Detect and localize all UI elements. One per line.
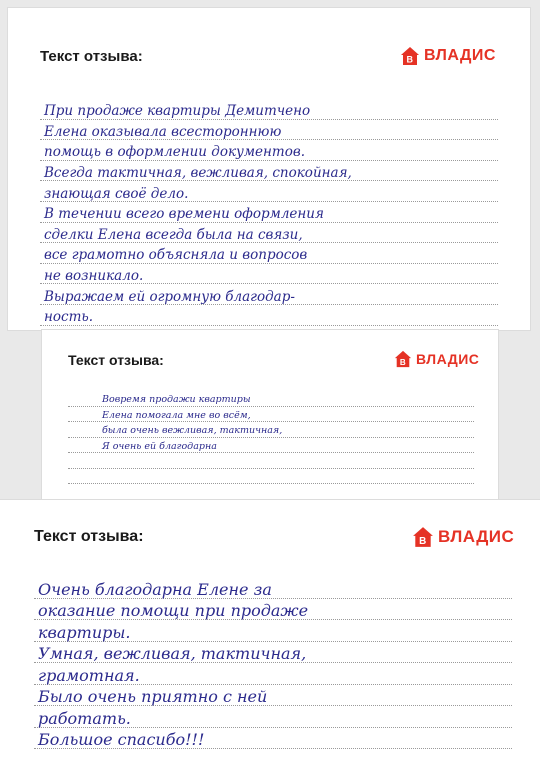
review-text-line: Было очень приятно с ней: [38, 687, 268, 706]
ruled-line: [68, 452, 474, 453]
review-text-line: знающая своё дело.: [44, 185, 189, 202]
house-icon: [394, 350, 412, 368]
review-text-line: Елена оказывала всестороннюю: [44, 123, 282, 140]
svg-text:В: В: [419, 536, 427, 548]
svg-text:В: В: [406, 54, 414, 65]
review-text-line: была очень вежливая, тактичная,: [102, 425, 283, 436]
brand-logo: [394, 350, 479, 368]
ruled-line: [68, 468, 474, 469]
review-text-line: все грамотно объясняла и вопросов: [44, 247, 308, 264]
house-icon: [412, 526, 434, 548]
review-text-line: не возникало.: [44, 267, 144, 284]
brand-logo: [412, 526, 514, 548]
review-text-line: грамотная.: [38, 665, 140, 685]
brand-name: ВЛАДИС: [438, 527, 515, 546]
review-heading: Текст отзыва:: [68, 352, 164, 368]
ruled-line: [68, 483, 474, 484]
review-text-line: Я очень ей благодарна: [102, 440, 217, 452]
review-text-line: квартиры.: [38, 622, 131, 642]
brand-logo: [400, 46, 496, 66]
brand-name: ВЛАДИС: [416, 351, 480, 367]
review-text-line: Всегда тактичная, вежливая, спокойная,: [44, 164, 352, 181]
review-text-line: ность.: [44, 309, 94, 326]
ruled-line: [40, 325, 498, 326]
review-card: [42, 330, 498, 500]
review-card: [8, 8, 530, 330]
review-text-line: При продаже квартиры Демитчено: [44, 103, 311, 120]
svg-text:В: В: [399, 357, 407, 367]
review-text-line: Елена помогала мне во всём,: [102, 409, 251, 421]
house-icon: [400, 46, 420, 66]
review-text-line: Вовремя продажи квартиры: [102, 394, 251, 405]
review-text-line: работать.: [38, 708, 131, 728]
review-heading: Текст отзыва:: [34, 528, 144, 545]
brand-name: ВЛАДИС: [424, 47, 496, 64]
ruled-line: [68, 437, 474, 438]
review-text-line: Большое спасибо!!!: [38, 730, 205, 749]
review-card: [0, 500, 540, 768]
review-text-line: сделки Елена всегда была на связи,: [44, 226, 303, 243]
review-text-line: Умная, вежливая, тактичная,: [38, 644, 307, 663]
ruled-line: [68, 406, 474, 407]
review-text-line: оказание помощи при продаже: [38, 601, 309, 620]
review-text-line: Выражаем ей огромную благодар-: [44, 288, 295, 305]
review-heading: Текст отзыва:: [40, 48, 143, 65]
review-text-line: помощь в оформлении документов.: [44, 144, 305, 161]
review-text-line: Очень благодарна Елене за: [38, 579, 272, 599]
ruled-line: [68, 421, 474, 422]
review-text-line: В течении всего времени оформления: [44, 206, 324, 223]
